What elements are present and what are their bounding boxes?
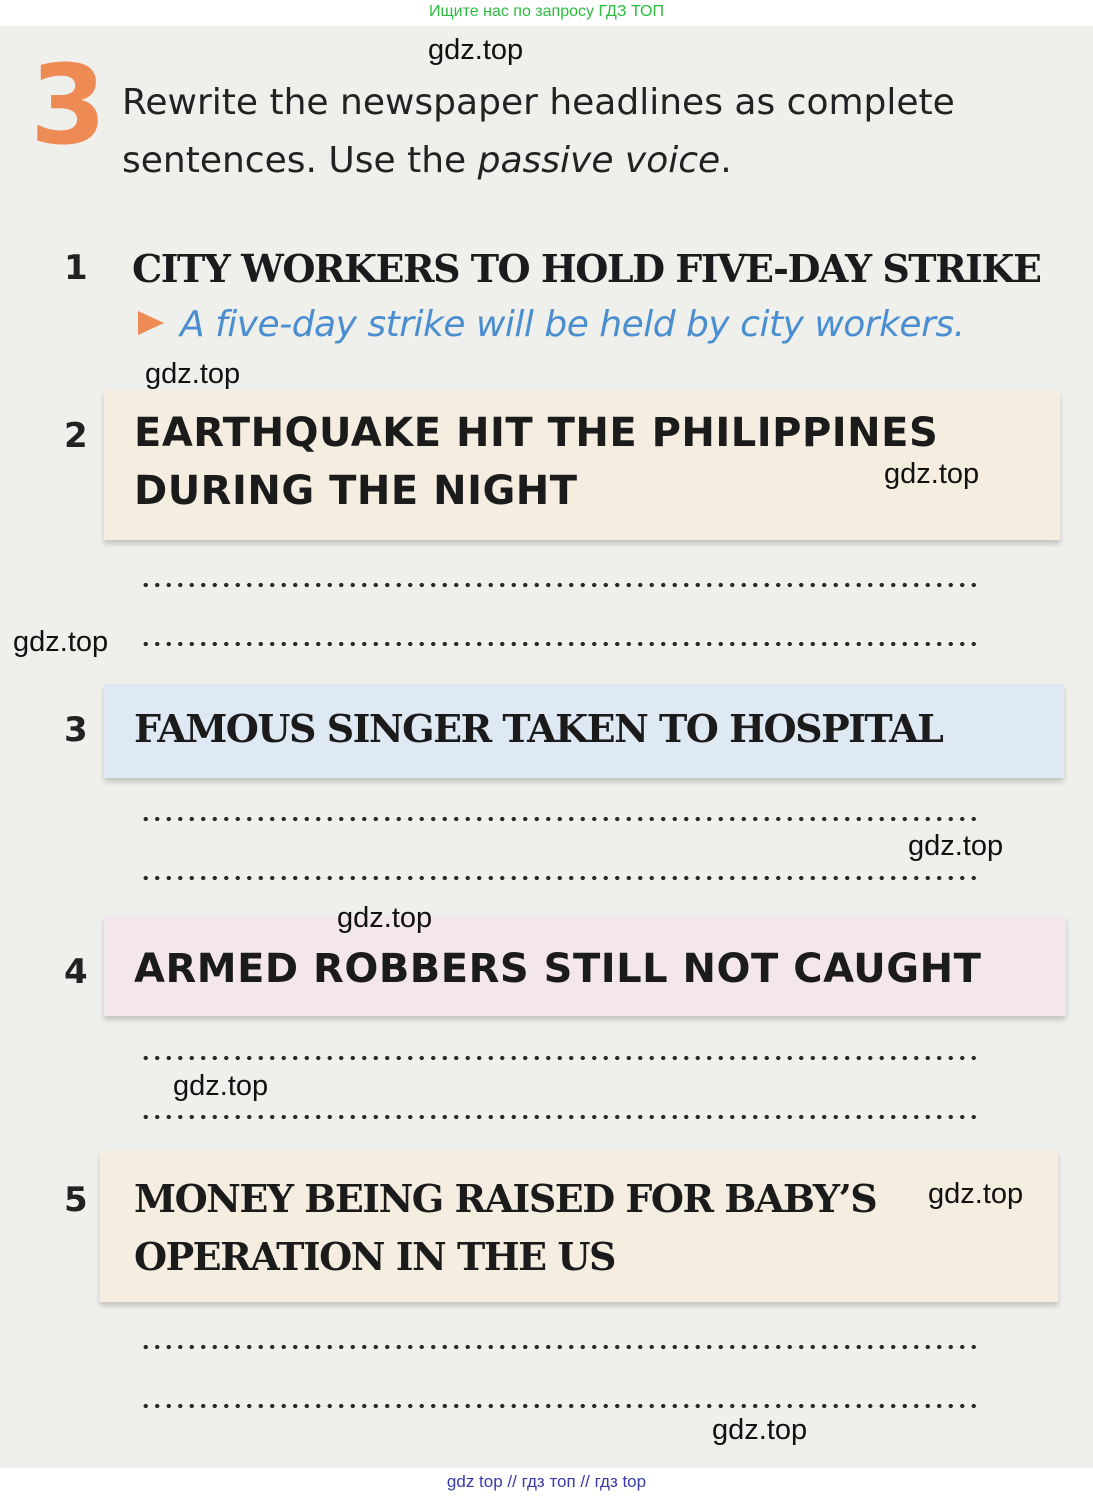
arrow-right-icon (138, 311, 164, 335)
watermark: gdz.top (928, 1178, 1024, 1210)
watermark: gdz.top (145, 358, 241, 390)
answer-line-4a[interactable] (140, 1054, 980, 1062)
instruction-line-2: sentences. Use the (122, 140, 478, 181)
answer-line-2b[interactable] (140, 640, 980, 648)
watermark: gdz.top (337, 902, 433, 934)
item-number-4: 4 (64, 952, 88, 992)
answer-line-2a[interactable] (140, 581, 980, 589)
watermark: gdz.top (712, 1414, 808, 1446)
answer-line-5b[interactable] (140, 1402, 980, 1410)
answer-line-5a[interactable] (140, 1343, 980, 1351)
instruction-italic: passive voice (477, 140, 721, 181)
answer-line-3a[interactable] (140, 815, 980, 823)
instruction-line-1: Rewrite the newspaper headlines as complete (122, 82, 955, 123)
watermark: gdz.top (428, 34, 524, 66)
example-answer (138, 304, 965, 345)
item-number-1: 1 (64, 248, 88, 288)
headline-5-line-1: MONEY BEING RAISED FOR BABY’S (134, 1176, 877, 1221)
headline-4: ARMED ROBBERS STILL NOT CAUGHT (134, 946, 982, 992)
headline-5-line-2: OPERATION IN THE US (134, 1234, 615, 1279)
headline-clipping-3 (104, 684, 1064, 778)
watermark: gdz.top (173, 1070, 269, 1102)
bottom-banner[interactable]: gdz top // гдз топ // гдз top (0, 1468, 1093, 1496)
headline-clipping-5 (100, 1150, 1058, 1302)
top-banner[interactable]: Ищите нас по запросу ГДЗ ТОП (0, 0, 1093, 26)
headline-2-line-1: EARTHQUAKE HIT THE PHILIPPINES (134, 410, 939, 456)
exercise-instruction (122, 74, 1022, 190)
item-number-2: 2 (64, 416, 88, 456)
item-number-5: 5 (64, 1180, 88, 1220)
headline-2-line-2: DURING THE NIGHT (134, 468, 578, 514)
instruction-end: . (720, 140, 732, 181)
headline-1: CITY WORKERS TO HOLD FIVE-DAY STRIKE (132, 246, 1041, 291)
watermark: gdz.top (908, 830, 1004, 862)
watermark: gdz.top (13, 626, 109, 658)
answer-line-4b[interactable] (140, 1113, 980, 1121)
watermark: gdz.top (884, 458, 980, 490)
example-answer-text: A five-day strike will be held by city workers. (180, 304, 965, 345)
exercise-number: 3 (30, 41, 107, 169)
item-number-3: 3 (64, 710, 88, 750)
headline-clipping-4 (104, 916, 1066, 1016)
headline-3: FAMOUS SINGER TAKEN TO HOSPITAL (134, 706, 943, 751)
answer-line-3b[interactable] (140, 874, 980, 882)
